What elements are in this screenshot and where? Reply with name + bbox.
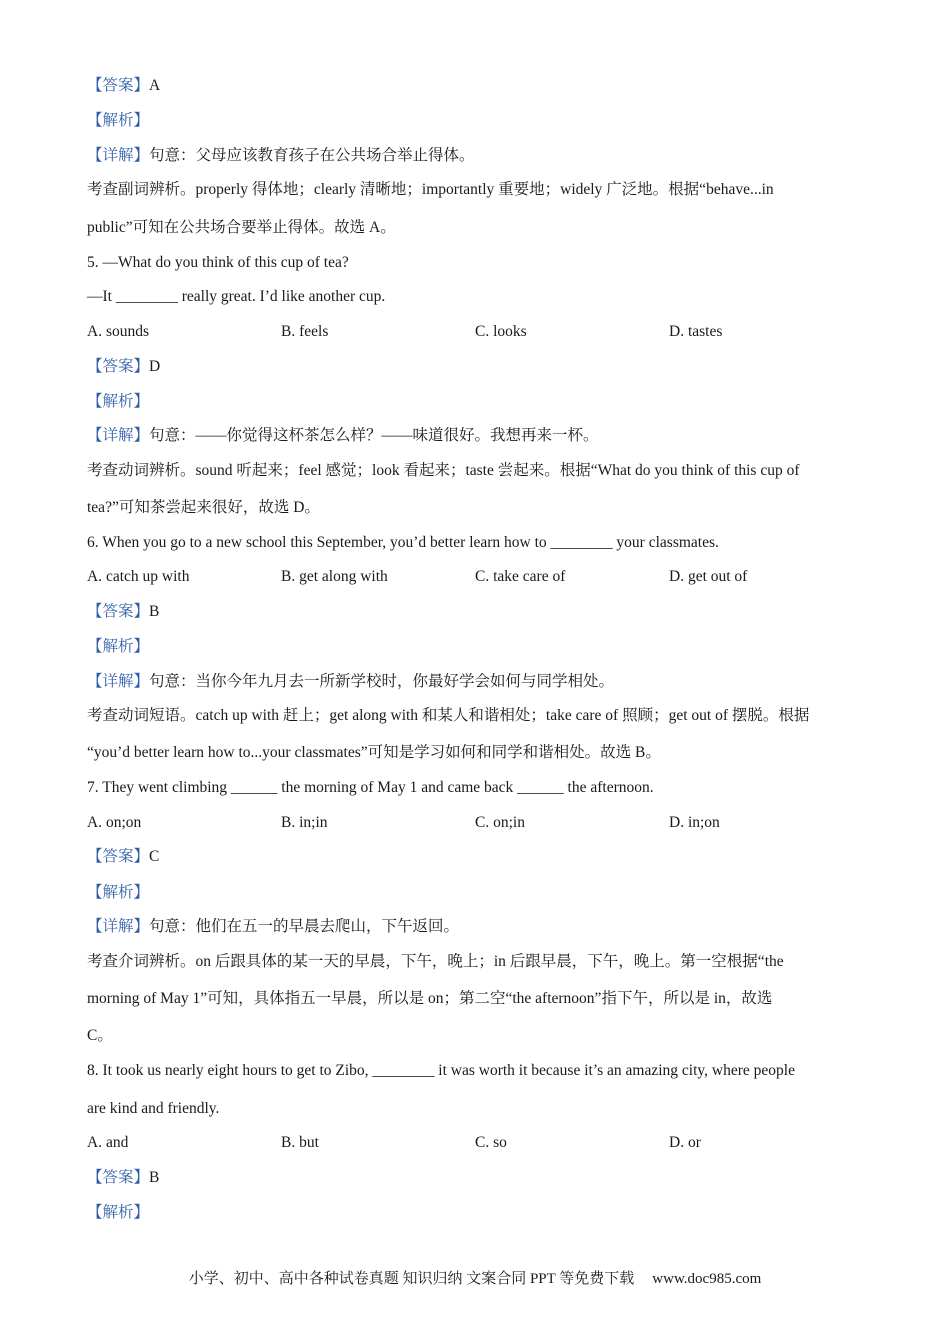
answer-line <box>87 847 159 867</box>
answer-line <box>87 76 160 96</box>
detail-text: 句意：他们在五一的早晨去爬山，下午返回。 <box>149 918 460 935</box>
explanation-text: C。 <box>87 1027 113 1044</box>
detail-line <box>87 426 599 446</box>
detail-tag: 【详解】 <box>87 427 150 444</box>
analysis-heading <box>87 1203 149 1223</box>
answer-value: C <box>149 848 160 865</box>
option-d: D. get out of <box>669 568 748 585</box>
question-stem: 8. It took us nearly eight hours to get to Zibo, ________ it was worth it because it’s an amazing city, where people <box>87 1062 795 1079</box>
analysis-heading <box>87 111 149 131</box>
option-c: C. take care of <box>475 568 566 585</box>
answer-tag: 【答案】 <box>87 358 150 375</box>
detail-line <box>87 672 614 692</box>
option-b: B. but <box>281 1134 319 1151</box>
answer-tag: 【答案】 <box>87 848 150 865</box>
answer-value: A <box>149 77 161 94</box>
detail-text: 句意：——你觉得这杯茶怎么样？——味道很好。我想再来一杯。 <box>149 427 599 444</box>
option-a: A. and <box>87 1134 129 1151</box>
question-stem: 6. When you go to a new school this September, you’d better learn how to ________ your classmates. <box>87 534 719 551</box>
option-c: C. so <box>475 1134 507 1151</box>
explanation-text: 考查介词辨析。on 后跟具体的某一天的早晨，下午，晚上；in 后跟早晨，下午，晚上。第一空根据“the <box>87 953 784 970</box>
analysis-heading <box>87 637 149 657</box>
answer-line <box>87 1168 159 1188</box>
option-d: D. or <box>669 1134 701 1151</box>
analysis-heading <box>87 883 149 903</box>
detail-line <box>87 146 475 166</box>
option-c: C. on;in <box>475 814 525 831</box>
question-stem: are kind and friendly. <box>87 1100 220 1117</box>
question-stem: 5. —What do you think of this cup of tea? <box>87 254 349 271</box>
answer-value: B <box>149 603 160 620</box>
question-stem: 7. They went climbing ______ the morning of May 1 and came back ______ the afternoon. <box>87 779 654 796</box>
footer-url[interactable]: www.doc985.com <box>652 1271 762 1287</box>
detail-line <box>87 917 459 937</box>
analysis-tag: 【解析】 <box>87 638 150 655</box>
explanation-text: 考查动词辨析。sound 听起来；feel 感觉；look 看起来；taste 尝起来。根据“What do you think of this cup of <box>87 462 800 479</box>
explanation-text: tea?”可知茶尝起来很好，故选 D。 <box>87 499 320 516</box>
detail-text: 句意：当你今年九月去一所新学校时，你最好学会如何与同学相处。 <box>149 673 615 690</box>
answer-line <box>87 602 159 622</box>
option-b: B. feels <box>281 323 329 340</box>
answer-tag: 【答案】 <box>87 603 150 620</box>
option-d: D. in;on <box>669 814 720 831</box>
explanation-text: morning of May 1”可知，具体指五一早晨，所以是 on；第二空“the afternoon”指下午，所以是 in，故选 <box>87 990 773 1007</box>
answer-tag: 【答案】 <box>87 1169 150 1186</box>
answer-tag: 【答案】 <box>87 77 150 94</box>
analysis-tag: 【解析】 <box>87 884 150 901</box>
explanation-text: 考查副词辨析。properly 得体地；clearly 清晰地；importantly 重要地；widely 广泛地。根据“behave...in <box>87 181 774 198</box>
answer-line <box>87 357 160 377</box>
analysis-tag: 【解析】 <box>87 1204 150 1221</box>
detail-tag: 【详解】 <box>87 673 150 690</box>
explanation-text: “you’d better learn how to...your classmates”可知是学习如何和同学和谐相处。故选 B。 <box>87 744 661 761</box>
detail-text: 句意：父母应该教育孩子在公共场合举止得体。 <box>149 147 475 164</box>
answer-value: D <box>149 358 161 375</box>
page-footer <box>0 1269 950 1289</box>
answer-value: B <box>149 1169 160 1186</box>
explanation-text: 考查动词短语。catch up with 赶上；get along with 和某人和谐相处；take care of 照顾；get out of 摆脱。根据 <box>87 707 810 724</box>
analysis-tag: 【解析】 <box>87 112 150 129</box>
option-b: B. in;in <box>281 814 328 831</box>
option-a: A. sounds <box>87 323 150 340</box>
option-a: A. catch up with <box>87 568 190 585</box>
detail-tag: 【详解】 <box>87 147 150 164</box>
option-a: A. on;on <box>87 814 142 831</box>
question-stem: —It ________ really great. I’d like another cup. <box>87 288 386 305</box>
analysis-heading <box>87 392 149 412</box>
detail-tag: 【详解】 <box>87 918 150 935</box>
footer-text: 小学、初中、高中各种试卷真题 知识归纳 文案合同 PPT 等免费下载 <box>188 1271 635 1287</box>
explanation-text: public”可知在公共场合要举止得体。故选 A。 <box>87 219 396 236</box>
option-d: D. tastes <box>669 323 723 340</box>
analysis-tag: 【解析】 <box>87 393 150 410</box>
option-c: C. looks <box>475 323 527 340</box>
option-b: B. get along with <box>281 568 388 585</box>
